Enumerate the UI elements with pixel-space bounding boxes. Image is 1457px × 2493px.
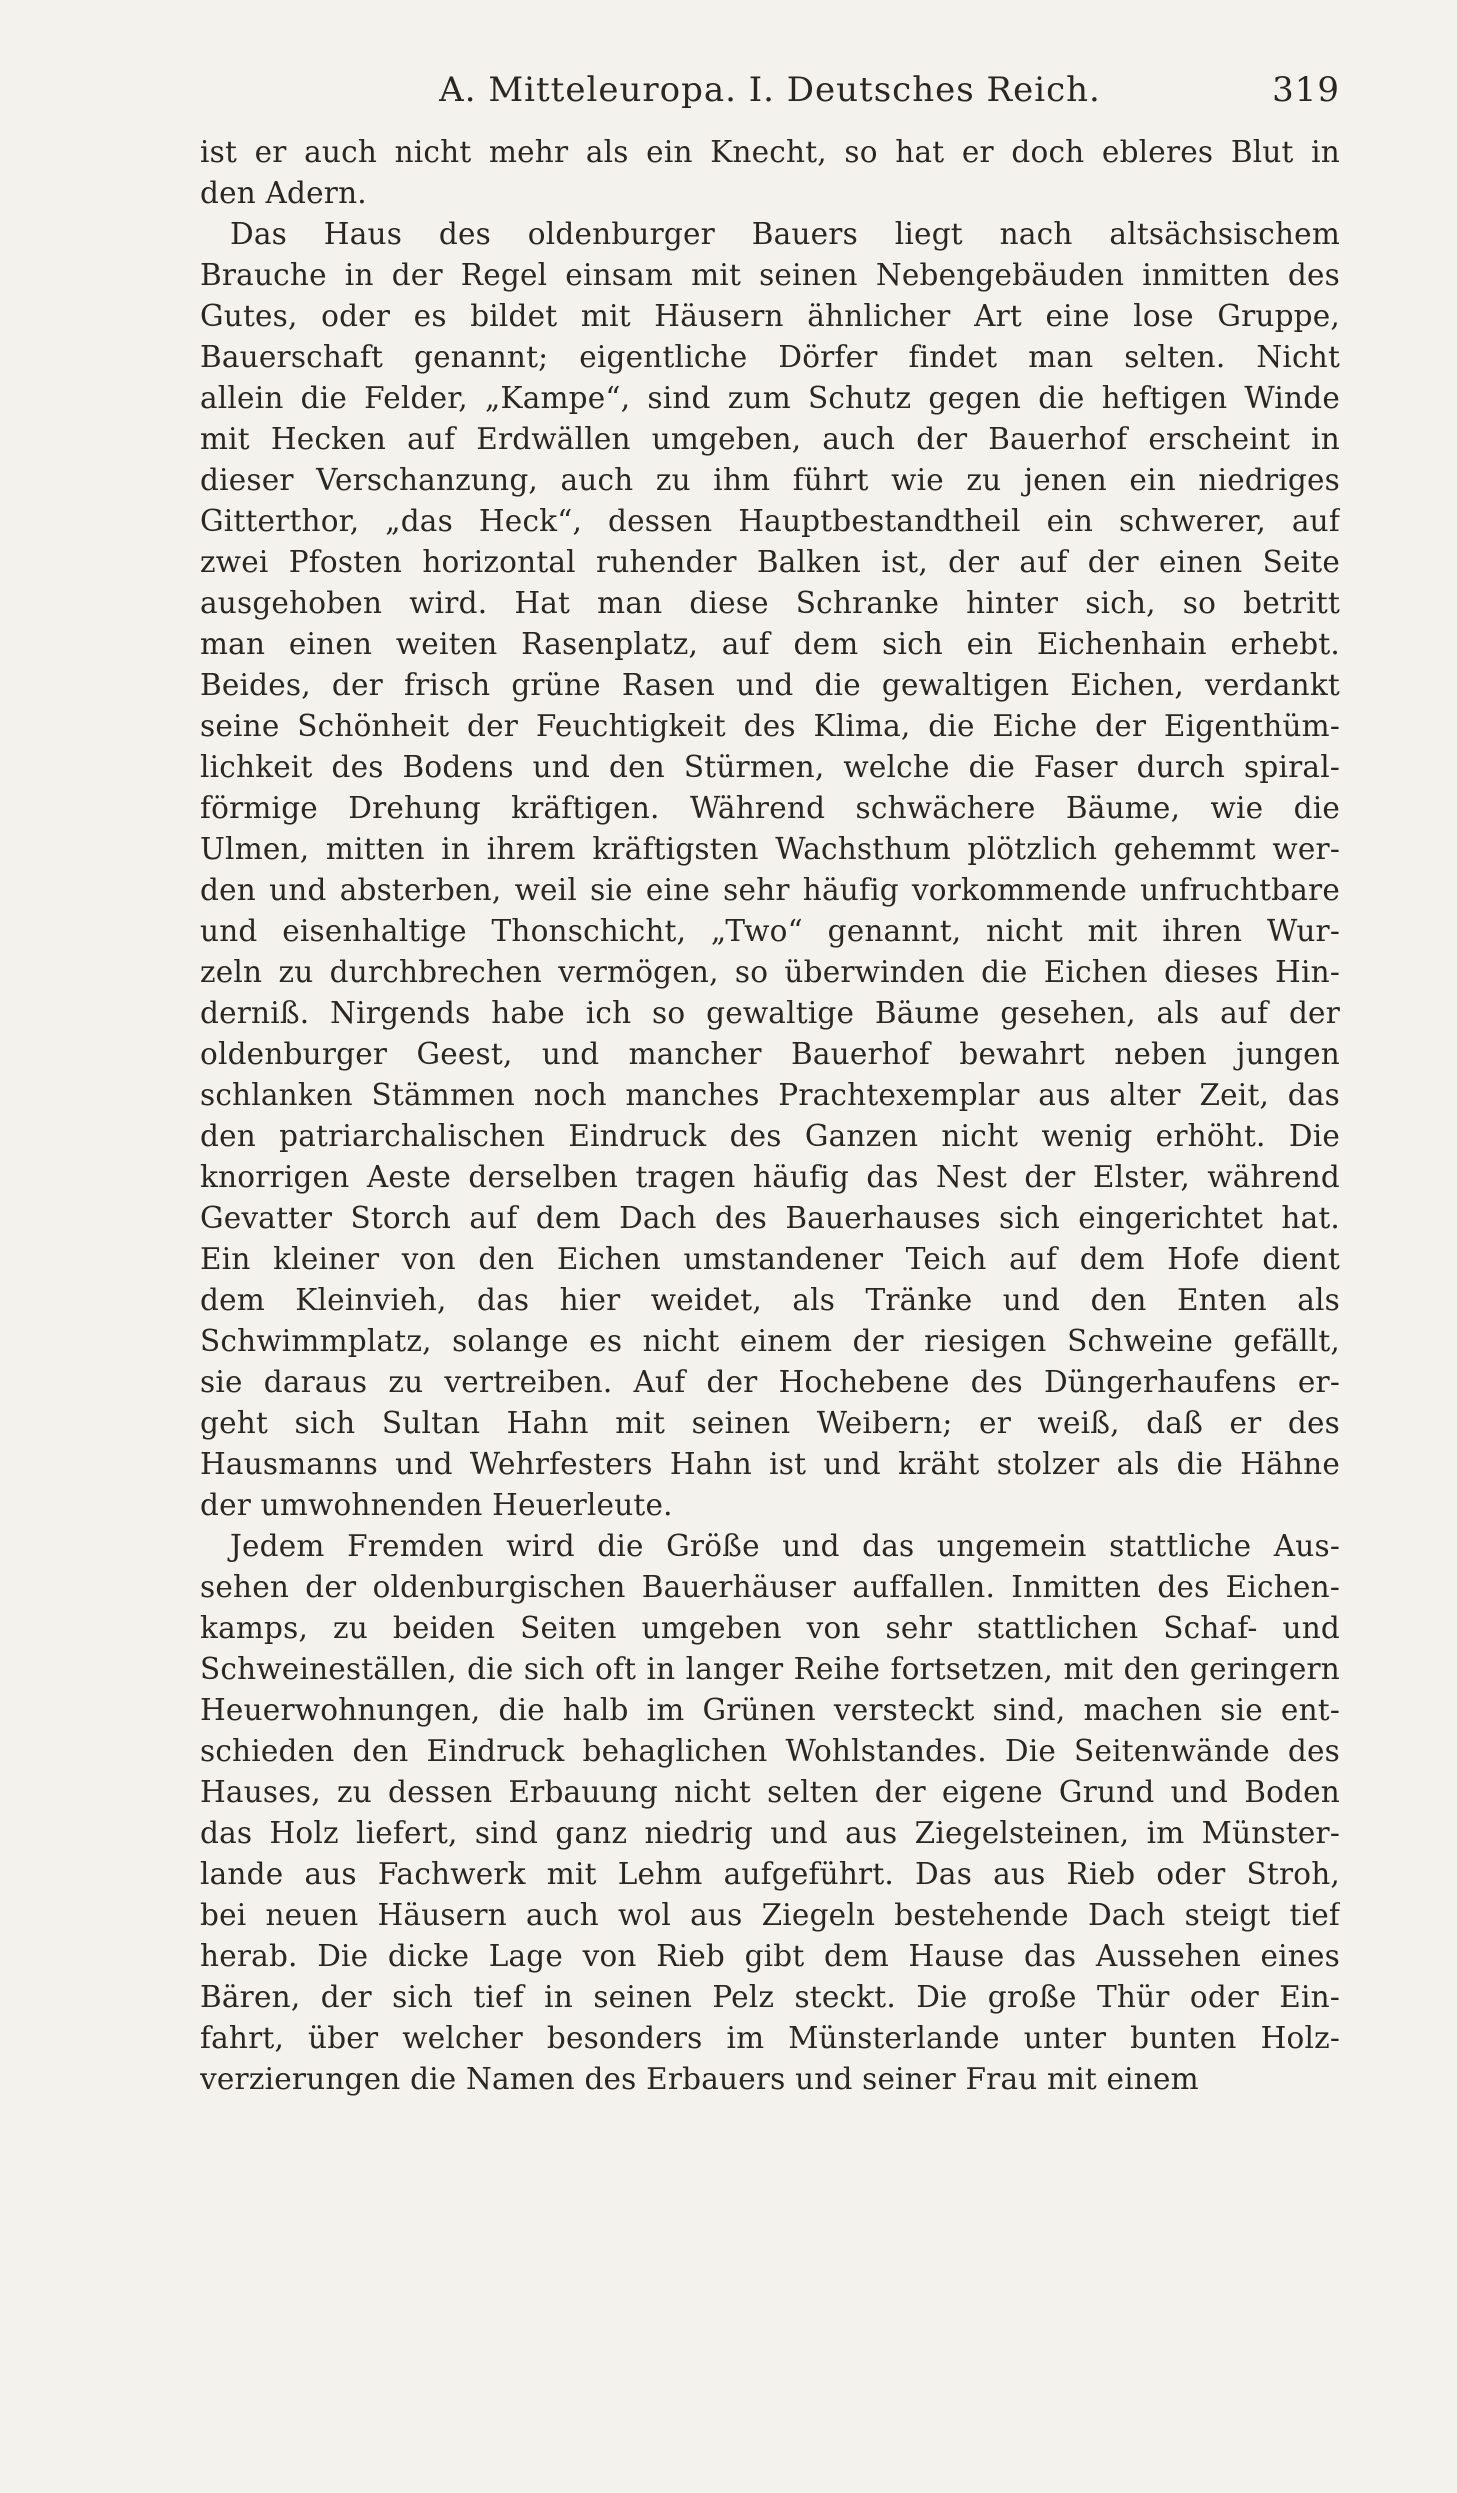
text-line: Heuerwohnungen, die halb im Grünen versteckt sind, machen sie ent- [200, 1693, 1340, 1727]
text-line: Das Haus des oldenburger Bauers liegt nach altsächsischem [230, 217, 1340, 251]
text-line: Hausmanns und Wehrfesters Hahn ist und kräht stolzer als die Hähne [200, 1447, 1340, 1481]
text-line: lichkeit des Bodens und den Stürmen, welche die Faser durch spiral- [200, 750, 1340, 784]
text-line: Bauerschaft genannt; eigentliche Dörfer findet man selten. Nicht [200, 340, 1340, 374]
text-line: dieser Verschanzung, auch zu ihm führt wie zu jenen ein niedriges [200, 463, 1340, 497]
body-text [200, 132, 1340, 2100]
text-line: mit Hecken auf Erdwällen umgeben, auch der Bauerhof erscheint in [200, 422, 1340, 456]
text-line: schlanken Stämmen noch manches Prachtexemplar aus alter Zeit, das [200, 1078, 1340, 1112]
text-line: Ein kleiner von den Eichen umstandener Teich auf dem Hofe dient [200, 1242, 1340, 1276]
text-line: den und absterben, weil sie eine sehr häufig vorkommende unfruchtbare [200, 873, 1340, 907]
text-line: Gutes, oder es bildet mit Häusern ähnlicher Art eine lose Gruppe, [200, 299, 1340, 333]
text-line: Jedem Fremden wird die Größe und das ungemein stattliche Aus- [230, 1529, 1340, 1563]
text-line: Bären, der sich tief in seinen Pelz steckt. Die große Thür oder Ein- [200, 1980, 1340, 2014]
text-line: Gitterthor, „das Heck“, dessen Hauptbestandtheil ein schwerer, auf [200, 504, 1340, 538]
text-line: und eisenhaltige Thonschicht, „Two“ genannt, nicht mit ihren Wur- [200, 914, 1340, 948]
text-line: Ulmen, mitten in ihrem kräftigsten Wachsthum plötzlich gehemmt wer- [200, 832, 1340, 866]
text-line: ist er auch nicht mehr als ein Knecht, so hat er doch ebleres Blut in [200, 135, 1340, 169]
text-line: oldenburger Geest, und mancher Bauerhof bewahrt neben jungen [200, 1037, 1340, 1071]
text-line: lande aus Fachwerk mit Lehm aufgeführt. Das aus Rieb oder Stroh, [200, 1857, 1340, 1891]
text-line: herab. Die dicke Lage von Rieb gibt dem Hause das Aussehen eines [200, 1939, 1340, 1973]
text-line: der umwohnenden Heuerleute. [200, 1488, 673, 1522]
text-line: Schweineställen, die sich oft in langer Reihe fortsetzen, mit den geringern [200, 1652, 1340, 1686]
text-line: dem Kleinvieh, das hier weidet, als Tränke und den Enten als [200, 1283, 1340, 1317]
text-line: verzierungen die Namen des Erbauers und seiner Frau mit einem [200, 2062, 1199, 2096]
text-line: sehen der oldenburgischen Bauerhäuser auffallen. Inmitten des Eichen- [200, 1570, 1340, 1604]
text-line: Beides, der frisch grüne Rasen und die gewaltigen Eichen, verdankt [200, 668, 1340, 702]
text-line: allein die Felder, „Kampe“, sind zum Schutz gegen die heftigen Winde [200, 381, 1340, 415]
running-head [200, 70, 1340, 120]
text-line: Hauses, zu dessen Erbauung nicht selten der eigene Grund und Boden [200, 1775, 1340, 1809]
page-number: 319 [1272, 70, 1340, 110]
text-line: Schwimmplatz, solange es nicht einem der riesigen Schweine gefällt, [200, 1324, 1340, 1358]
text-line: Brauche in der Regel einsam mit seinen Nebengebäuden inmitten des [200, 258, 1340, 292]
text-line: den Adern. [200, 176, 367, 210]
text-line: schieden den Eindruck behaglichen Wohlstandes. Die Seitenwände des [200, 1734, 1340, 1768]
running-head-title: A. Mitteleuropa. I. Deutsches Reich. [439, 70, 1101, 110]
text-line: knorrigen Aeste derselben tragen häufig das Nest der Elster, während [200, 1160, 1340, 1194]
text-line: den patriarchalischen Eindruck des Ganzen nicht wenig erhöht. Die [200, 1119, 1340, 1153]
text-line: fahrt, über welcher besonders im Münsterlande unter bunten Holz- [200, 2021, 1340, 2055]
text-line: zwei Pfosten horizontal ruhender Balken ist, der auf der einen Seite [200, 545, 1340, 579]
text-line: förmige Drehung kräftigen. Während schwächere Bäume, wie die [200, 791, 1340, 825]
text-line: sie daraus zu vertreiben. Auf der Hochebene des Düngerhaufens er- [200, 1365, 1340, 1399]
text-line: bei neuen Häusern auch wol aus Ziegeln bestehende Dach steigt tief [200, 1898, 1340, 1932]
text-line: ausgehoben wird. Hat man diese Schranke hinter sich, so betritt [200, 586, 1340, 620]
text-line: derniß. Nirgends habe ich so gewaltige Bäume gesehen, als auf der [200, 996, 1340, 1030]
text-line: kamps, zu beiden Seiten umgeben von sehr stattlichen Schaf- und [200, 1611, 1340, 1645]
text-line: Gevatter Storch auf dem Dach des Bauerhauses sich eingerichtet hat. [200, 1201, 1340, 1235]
text-line: man einen weiten Rasenplatz, auf dem sich ein Eichenhain erhebt. [200, 627, 1340, 661]
text-line: zeln zu durchbrechen vermögen, so überwinden die Eichen dieses Hin- [200, 955, 1340, 989]
text-line: seine Schönheit der Feuchtigkeit des Klima, die Eiche der Eigenthüm- [200, 709, 1340, 743]
text-line: das Holz liefert, sind ganz niedrig und aus Ziegelsteinen, im Münster- [200, 1816, 1340, 1850]
text-line: geht sich Sultan Hahn mit seinen Weibern; er weiß, daß er des [200, 1406, 1340, 1440]
